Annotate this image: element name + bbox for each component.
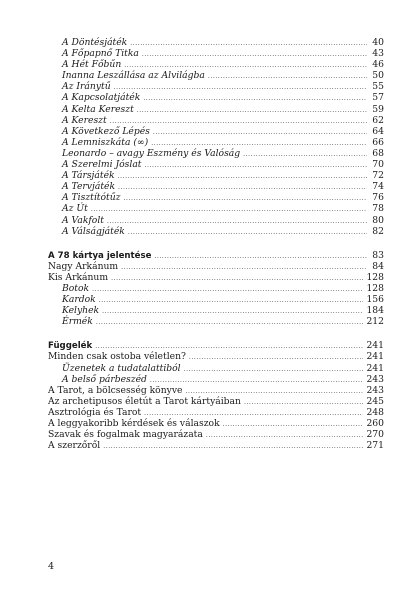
toc-entry-page: 62 <box>372 114 384 126</box>
toc-entry-title: Az Út <box>62 203 88 215</box>
toc-entry-title: A Hét Főbűn <box>62 59 122 71</box>
page-number: 4 <box>48 561 55 572</box>
toc-entry <box>48 92 384 103</box>
toc-entry-title: A szerzőről <box>48 440 101 452</box>
dot-leader <box>153 127 367 138</box>
dot-leader <box>189 352 364 363</box>
toc-entry-page: 70 <box>372 159 384 171</box>
toc-entry-page: 212 <box>366 316 384 328</box>
toc-entry-page: 55 <box>372 81 384 93</box>
toc-entry-page: 80 <box>372 214 384 226</box>
dot-leader <box>208 71 367 82</box>
toc-entry-title: Leonardo – avagy Eszmény és Valóság <box>62 147 241 159</box>
toc-entry <box>48 192 384 203</box>
dot-leader <box>142 49 367 60</box>
toc-entry-title: Érmék <box>62 316 93 328</box>
toc-entry <box>48 115 384 126</box>
dot-leader <box>111 273 363 284</box>
toc-entry <box>48 294 384 305</box>
toc-entry-page: 128 <box>366 271 384 283</box>
toc-entry <box>48 363 384 374</box>
toc-entry-title: Üzenetek a tudatalattiból <box>62 362 181 374</box>
toc-section-title: Függelék <box>48 341 93 352</box>
toc-entry-page: 43 <box>372 48 384 60</box>
toc-entry-title: Nagy Arkánum <box>48 260 119 272</box>
toc-entry <box>48 261 384 272</box>
toc-entry-page: 128 <box>366 282 384 294</box>
toc-entry-page: 50 <box>372 70 384 82</box>
toc-entry-title: A leggyakoribb kérdések és válaszok <box>48 418 220 429</box>
dot-leader <box>206 430 364 441</box>
toc-entry <box>48 385 384 396</box>
toc-entry-page: 241 <box>366 362 384 374</box>
section-spacer <box>48 237 384 250</box>
dot-leader <box>143 93 367 104</box>
toc-entry <box>48 159 384 170</box>
dot-leader <box>96 317 364 328</box>
dot-leader <box>130 38 367 49</box>
dot-leader <box>128 227 367 238</box>
toc-entry-page: 243 <box>366 384 384 396</box>
toc-entry-page: 248 <box>366 406 384 418</box>
dot-leader <box>118 171 367 182</box>
dot-leader <box>243 149 367 160</box>
toc-entry <box>48 215 384 226</box>
toc-entry <box>48 316 384 327</box>
toc-entry-page: 245 <box>366 395 384 407</box>
toc-entry <box>48 351 384 362</box>
toc-entry-page: 241 <box>366 340 384 352</box>
toc-entry-page: 72 <box>372 170 384 182</box>
toc-entry-page: 46 <box>372 59 384 71</box>
toc-entry-title: A Főpapnő Titka <box>62 48 139 60</box>
toc-entry-page: 68 <box>372 147 384 159</box>
toc-section-title: A 78 kártya jelentése <box>48 250 152 261</box>
toc-entry <box>48 283 384 294</box>
toc-entry-title: A Lemniszkáta (∞) <box>62 136 149 148</box>
toc-entry <box>48 59 384 70</box>
toc-entry <box>48 181 384 192</box>
dot-leader <box>123 193 367 204</box>
dot-leader <box>121 262 367 273</box>
toc-entry <box>48 104 384 115</box>
toc-entry-title: A Vakfolt <box>62 214 104 226</box>
toc-entry <box>48 48 384 59</box>
toc-entry <box>48 81 384 92</box>
toc-entry <box>48 374 384 385</box>
dot-leader <box>145 160 367 171</box>
dot-leader <box>154 251 367 262</box>
section-spacer <box>48 327 384 340</box>
toc-entry <box>48 203 384 214</box>
toc-entry-page: 76 <box>372 192 384 204</box>
toc-entry-title: Kis Arkánum <box>48 271 109 283</box>
toc-entry-title: A Társjáték <box>62 170 115 182</box>
dot-leader <box>184 364 364 375</box>
dot-leader <box>118 182 367 193</box>
toc-entry <box>48 418 384 429</box>
toc-entry-title: Az archetipusos életút a Tarot kártyáiban <box>48 395 241 407</box>
dot-leader <box>91 204 367 215</box>
dot-leader <box>92 284 363 295</box>
toc-entry-title: A Tarot, a bölcsesség könyve <box>48 384 183 396</box>
toc-entry-title: Inanna Leszállása az Alvilágba <box>62 70 205 82</box>
toc-entry-title: Szavak és fogalmak magyarázata <box>48 429 203 441</box>
toc-entry-page: 260 <box>366 418 384 429</box>
toc-entry <box>48 407 384 418</box>
toc-entry-title: Kelyhek <box>62 305 100 317</box>
toc-section-heading <box>48 250 384 261</box>
toc-entry-title: Kardok <box>62 294 96 306</box>
toc-entry-title: A Következő Lépés <box>62 125 150 137</box>
toc-entry <box>48 305 384 316</box>
toc-entry-page: 83 <box>372 249 384 261</box>
toc-entry <box>48 148 384 159</box>
dot-leader <box>103 441 363 452</box>
toc-entry-title: A Válságjáték <box>62 225 125 237</box>
dot-leader <box>137 105 367 116</box>
toc-entry <box>48 429 384 440</box>
dot-leader <box>107 216 367 227</box>
toc-entry-page: 271 <box>366 440 384 452</box>
toc-entry-page: 57 <box>372 92 384 104</box>
toc-entry-title: A Kereszt <box>62 114 107 126</box>
toc-entry-page: 66 <box>372 136 384 148</box>
toc-entry-title: A Kapcsolatjáték <box>62 92 141 104</box>
toc-entry-page: 64 <box>372 125 384 137</box>
toc-entry-title: A Tisztítótűz <box>62 192 121 204</box>
toc-entry-page: 84 <box>372 260 384 272</box>
toc-entry-page: 184 <box>366 305 384 317</box>
toc-entry <box>48 70 384 81</box>
toc-entry-title: A Kelta Kereszt <box>62 103 134 115</box>
toc-entry-page: 59 <box>372 103 384 115</box>
toc-entry-title: Botok <box>62 282 90 294</box>
dot-leader <box>99 295 364 306</box>
toc-entry <box>48 170 384 181</box>
toc-entry-title: A Szerelmi Jóslat <box>62 159 142 171</box>
dot-leader <box>223 419 364 430</box>
toc-entry-page: 270 <box>366 429 384 441</box>
table-of-contents <box>48 37 384 451</box>
toc-entry <box>48 137 384 148</box>
toc-entry <box>48 126 384 137</box>
toc-entry-page: 156 <box>366 294 384 306</box>
toc-entry <box>48 37 384 48</box>
toc-entry-page: 78 <box>372 203 384 215</box>
toc-entry <box>48 226 384 237</box>
toc-entry-page: 82 <box>372 225 384 237</box>
toc-entry-title: Az Iránytű <box>62 81 111 93</box>
toc-entry <box>48 396 384 407</box>
toc-entry-title: Minden csak ostoba véletlen? <box>48 351 186 363</box>
toc-entry-page: 243 <box>366 373 384 385</box>
toc-entry <box>48 440 384 451</box>
toc-entry-title: A Tervjáték <box>62 181 116 193</box>
toc-section-heading <box>48 340 384 351</box>
dot-leader <box>244 397 364 408</box>
toc-entry-title: A belső párbeszéd <box>62 373 147 385</box>
dot-leader <box>114 82 367 93</box>
toc-entry-page: 40 <box>372 37 384 48</box>
toc-entry-title: A Döntésjáték <box>62 37 128 48</box>
toc-entry-page: 241 <box>366 351 384 363</box>
toc-entry-page: 74 <box>372 181 384 193</box>
toc-entry <box>48 272 384 283</box>
dot-leader <box>102 306 363 317</box>
toc-entry-title: Asztrológia és Tarot <box>48 406 142 418</box>
